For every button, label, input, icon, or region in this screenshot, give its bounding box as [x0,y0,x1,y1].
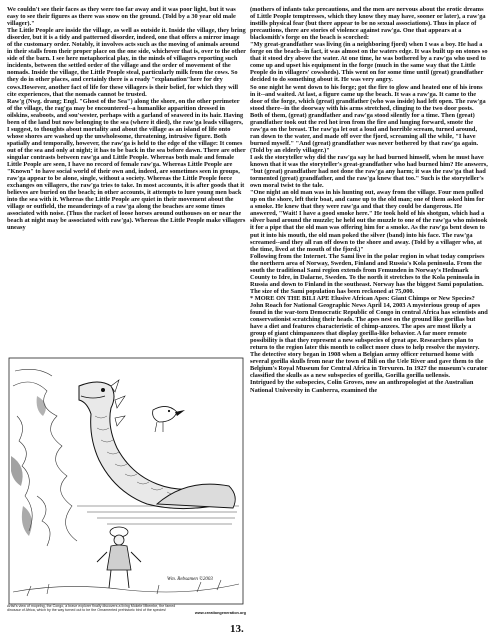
paragraph: "My great-grandfather was living (in a neighboring fjord) when I was a boy. He had a forge on the beach--in fact, it was almost on the waters edge. It was built up on stones so that it stood dry above the water. At one time, he was bothered by a raw'ga who used to come up and upset his equipment in the forge (much in the same way that the Little People do in villagers' cowsheds). This went on for some time until (great) grandfather decided to do something about it. He was very angry. [250,41,488,84]
illustration-caption: Artist's view of mopelng, the Congo, a brave explorer finally discovers a living Mokele Mbembe, the famed dinosaur of Africa, which by the way turned out to be the Ornamented prehistoric bird of the species! [7,604,176,613]
paragraph: Intrigued by the subspecies, Colin Groves, now an anthropologist at the Australian National University in Canberra, examined the [250,379,474,394]
paragraph: So one night he went down to his forge; got the fire to glow and heated one of his irons in it--and waited. At last, a figure came up the beach. It was a raw'ga. It came to the door of the forge, which (great) grandfather (who was inside) had left open. The raw'ga stood there--in the doorway with his arms stretched, clinging to the two door posts. Both of them, (great) grandfather and raw'ga stood silently for a time. Then (great) grandfather took out the red hot iron from the fire and lunging forward, smote the raw'ga on the breast. The raw'ga let out a loud and horrible scream, turned around, ran down to the water, and made off over the fjord, screaming all the while, "I have burned myself." "And (great) grandfather was never bothered by that raw'ga again. (Told by an elderly villager.)" [250,83,486,154]
page-number: 13. [230,623,244,635]
paragraph: "One night an old man was in his hunting out, away from the village. Four men pulled up on the shore, left their boat, and came up to the old man; one of them asked him for a smoke. He knew that they were raw'ga and that they could be dangerous. He answered, "Wait! I have a good smoke here." He took hold of his shotgun, which had a silver band around the muzzle; he held out the muzzle to one of the raw'ga who mistook it for a pipe that the old man was offering him for a smoke. As the raw'ga bent down to put it into his mouth, the old man poked the silver (band) into his face. The raw'ga screamed--and they all ran off down to the shore and away. (Told by a villager who, at the time, lived at the mouth of the fjord.)" [250,189,488,253]
paragraph: The Little People are inside the village, as well as outside it. Inside the village, they bring disorder, but it is a tidy and patterned disorder, indeed, one that offers a mirror image of the customary order. Notably, it involves acts such as the moving of animals around in their stalls from their proper place on the one side, whichever that is, over to the other side of the barn. I see here metaphorical play, in the minds of villagers reporting such incidents, between the settled order of the village and the order of movement of the nomads. Inside the village, the Little People steal, particularly milk from the cows. So they do in other places, and certainly there is a ready "explanation"here for dry cows.However, another fact of life for these villagers is their belief, for which they will cite experiences, that the nomads cannot be trusted. [7,27,246,98]
dinosaur-illustration [7,356,245,616]
dinosaur-eye [101,388,105,392]
paragraph: (mothers of infants take precautions, and the men are nervous about the erotic dreams of Little People temptresses, which they know they may have, sooner or later), a raw'ga instills physical fear (but there appear to be no sexual associations). Thus in place of precautions, there are stories of violence against raw'ga. One that appears at a blacksmith's forge on the beach is scorched: [250,6,486,42]
website-link[interactable]: www.creationgeneration.org [194,611,246,615]
paragraph: Following from the Internet. The Sami live in the polar region in what today comprises the northern area of Norway, Sweden, Finland and Russia's Kola peninsula. From the south the traditional Sami region extends from Femunden in Norway's Hedmark County to Idre, in Dalarne, Sweden. To the north it stretches to the Kola peninsula in Russia and down to Finland in the southeast. Norway has the biggest Sami population. The size of the Sami population has been reckoned at 75,000. [250,252,485,295]
paragraph: * MORE ON THE BILI APE Elusive African Apes: Giant Chimps or New Species? John Roach for National Geographic News April 14, 2003 A mysterious group of apes found in the war-torn Democratic Republic of Congo in central Africa has scientists and conservationist scratching their heads. The apes nest on the ground like gorillas but have a diet and features characteristic of chimp-anzees. The apes are most likely a group of giant chimpanzees that display gorilla-like behavior. A far more remote possibility is that they represent a new subspecies of great ape. Researchers plan to return to the region later this month to collect more clues to help resolve the mystery. The detective story began in 1908 when a Belgian army officer returned home with several gorilla skulls from near the town of Bili on the Uele River and gave them to the Belgium's Royal Museum for Central Africa in Tervuren. In 1927 the museum's curator classified the skulls as a new subspecies of gorilla, Gorilla gorilla uellensis. [250,294,488,380]
paragraph: I ask the storyteller why did the raw'ga say he had burned himself, when he must have known that it was the storyteller's great-grandfather who had burned him? He answers, "but (great) grandfather had not done the raw'ga any harm; it was the raw'ga that had tormented (great) grandfather, and the raw'ga knew that too." Such is the storyteller's own moral twist to the tale. [250,153,488,190]
paragraph: Raw'g (Nwg. drang; Engl. "Ghost of the Sea") along the shore, on the other perimeter of the village, the rag'ga may be encountered--a humanlike apparition dressed in oilskins, seaboots, and sou'wester, perhaps with a garland of seaweed in its hair. Having been of the land but now belonging to the sea (where it died), the raw'ga leads villagers, I suggest, to thoughts about mortality and about the village as an island of life onto whose shores are washed up the unwholesome, threatening, intrusive figure. Both spatially and temporally, however, the raw'ga is held to the edge of the village: It comes out of the sea and only at night; it has to be back in the sea before dawn. There are other singular contrasts between raw'ga and Little People. Whereas both male and female Little People are seen, I have no record of female raw'ga. Whereas Little People are "Known" to have social world of their own and, indeed, are sometimes seen in groups, raw'ga appear to be alone, single, without a society. Whereas the Little People force exchanges on villagers, the raw'ga tries to take. In most accounts, it is after goods that it believes are buried on the beach; in other accounts, it attempts to lure young men back into the sea with it. Whereas the Little People are quiet in their movement about the village or outfield, the meanderings of a raw'ga along the beaches are some times associated with noise. (Thus the racket of loose horses around outhouses on or near the beach at night may be associated with raw'ga). Whereas the Little People make villagers uneasy [7,97,246,232]
paragraph: We couldn't see their faces as they were too far away and it was poor light, but it was easy to see their figures as there was snow on the ground. (Told by a 30 year old male villager)." [7,6,236,28]
illustration-drawing [7,356,245,606]
right-column [250,6,488,634]
artist-signature: Wm. Rebsamen ©2003 [167,577,213,582]
left-column [7,6,246,355]
